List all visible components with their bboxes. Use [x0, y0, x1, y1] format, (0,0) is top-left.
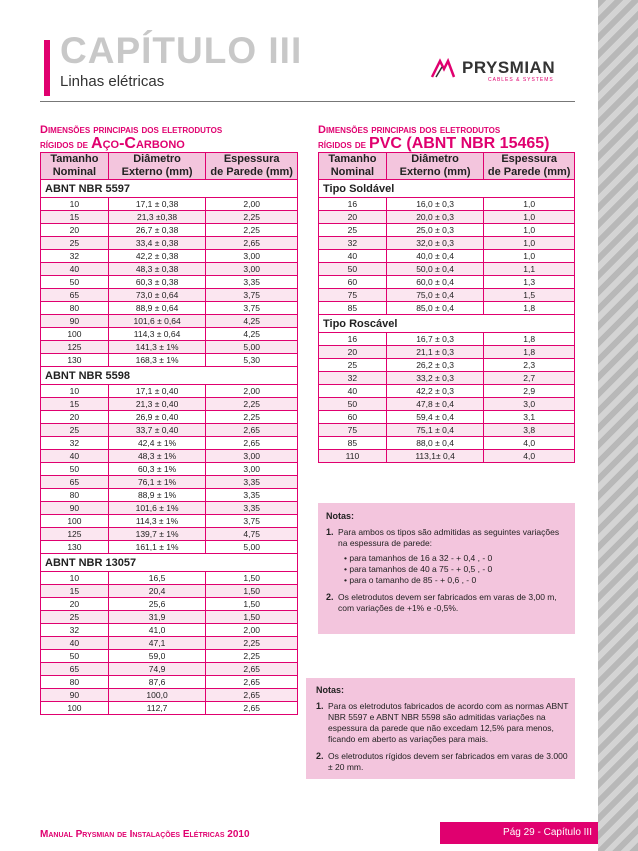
pvc-header-0: Tamanho Nominal — [319, 153, 387, 180]
table-cell: 60 — [319, 411, 387, 424]
table-cell: 16 — [319, 198, 387, 211]
table-row — [41, 276, 298, 289]
table-cell: 90 — [41, 315, 109, 328]
table-cell: 1,50 — [206, 598, 298, 611]
table-cell: 2,65 — [206, 424, 298, 437]
table-cell: 1,0 — [484, 237, 575, 250]
table-cell: 26,7 ± 0,38 — [108, 224, 206, 237]
table-row — [41, 198, 298, 211]
table-row — [41, 302, 298, 315]
table-cell: 125 — [41, 341, 109, 354]
table-cell: 2,25 — [206, 637, 298, 650]
table-row — [41, 598, 298, 611]
table-cell: 4,75 — [206, 528, 298, 541]
table-cell: 59,0 — [108, 650, 206, 663]
table-cell: 1,8 — [484, 346, 575, 359]
table-cell: 48,3 ± 1% — [108, 450, 206, 463]
table-cell: 101,6 ± 0,64 — [108, 315, 206, 328]
table-cell: 20 — [41, 224, 109, 237]
pvc-group-title: Tipo Roscável — [319, 315, 575, 333]
table-row — [41, 476, 298, 489]
table-cell: 3,00 — [206, 450, 298, 463]
table-cell: 25 — [319, 359, 387, 372]
table-cell: 50 — [41, 463, 109, 476]
table-cell: 41,0 — [108, 624, 206, 637]
table-cell: 76,1 ± 1% — [108, 476, 206, 489]
table-cell: 3,35 — [206, 489, 298, 502]
table-row — [41, 624, 298, 637]
table-cell: 15 — [41, 211, 109, 224]
table-cell: 100,0 — [108, 689, 206, 702]
table-cell: 25 — [319, 224, 387, 237]
table-cell: 75 — [319, 424, 387, 437]
table-row — [319, 437, 575, 450]
brand-tagline: CABLES & SYSTEMS — [488, 77, 554, 83]
table-row — [319, 302, 575, 315]
table-cell: 3,8 — [484, 424, 575, 437]
table-cell: 5,00 — [206, 541, 298, 554]
table-cell: 1,0 — [484, 198, 575, 211]
table-cell: 33,2 ± 0,3 — [386, 372, 484, 385]
table-cell: 15 — [41, 398, 109, 411]
table-cell: 1,0 — [484, 211, 575, 224]
table-cell: 16,5 — [108, 572, 206, 585]
table-cell: 2,65 — [206, 437, 298, 450]
table-cell: 42,2 ± 0,3 — [386, 385, 484, 398]
steel-note-2: 2. Os eletrodutos rígidos devem ser fabricados em varas de 3.000 ± 20 mm. — [316, 751, 568, 772]
table-row — [319, 333, 575, 346]
table-cell: 3,35 — [206, 476, 298, 489]
table-cell: 139,7 ± 1% — [108, 528, 206, 541]
table-cell: 40 — [319, 385, 387, 398]
table-cell: 50 — [41, 650, 109, 663]
table-cell: 88,9 ± 0,64 — [108, 302, 206, 315]
table-cell: 42,2 ± 0,38 — [108, 250, 206, 263]
table-cell: 112,7 — [108, 702, 206, 715]
table-row — [41, 411, 298, 424]
table-cell: 2,65 — [206, 702, 298, 715]
footer-manual-title: Manual Prysmian de Instalações Elétricas 2010 — [40, 829, 250, 840]
table-cell: 17,1 ± 0,40 — [108, 385, 206, 398]
table-cell: 1,8 — [484, 333, 575, 346]
table-cell: 40 — [41, 450, 109, 463]
table-cell: 4,0 — [484, 450, 575, 463]
table-row — [41, 224, 298, 237]
table-cell: 15 — [41, 585, 109, 598]
table-cell: 48,3 ± 0,38 — [108, 263, 206, 276]
pvc-note-2: 2. Os eletrodutos devem ser fabricados em varas de 3,00 m, com variações de +1% e -0,5%. — [326, 592, 569, 614]
steel-group-title: ABNT NBR 5597 — [41, 180, 298, 198]
table-cell: 32 — [41, 437, 109, 450]
table-row — [319, 250, 575, 263]
table-row — [41, 702, 298, 715]
table-row — [41, 637, 298, 650]
table-cell: 31,9 — [108, 611, 206, 624]
table-row — [41, 341, 298, 354]
table-cell: 125 — [41, 528, 109, 541]
steel-notes-title: Notas: — [316, 685, 345, 695]
table-cell: 25 — [41, 611, 109, 624]
steel-header-2: Espessura de Parede (mm) — [206, 153, 298, 180]
table-cell: 90 — [41, 502, 109, 515]
table-cell: 32,0 ± 0,3 — [386, 237, 484, 250]
steel-title-line1: Dimensões principais dos eletrodutos — [40, 124, 223, 136]
table-cell: 1,0 — [484, 250, 575, 263]
pvc-note-2-text: Os eletrodutos devem ser fabricados em varas de 3,00 m, com variações de +1% e -0,5%. — [338, 592, 557, 613]
table-cell: 3,35 — [206, 502, 298, 515]
pvc-notes-title: Notas: — [326, 511, 355, 521]
table-cell: 20 — [319, 211, 387, 224]
table-cell: 60,3 ± 0,38 — [108, 276, 206, 289]
table-cell: 40 — [319, 250, 387, 263]
table-cell: 1,8 — [484, 302, 575, 315]
table-cell: 141,3 ± 1% — [108, 341, 206, 354]
table-cell: 21,1 ± 0,3 — [386, 346, 484, 359]
pvc-note-1-text: Para ambos os tipos são admitidas as seguintes variações na espessura de parede: — [338, 527, 560, 548]
table-cell: 88,0 ± 0,4 — [386, 437, 484, 450]
pvc-header-1: Diâmetro Externo (mm) — [386, 153, 484, 180]
table-cell: 2,00 — [206, 624, 298, 637]
chapter-subtitle: Linhas elétricas — [60, 73, 165, 90]
table-cell: 4,25 — [206, 315, 298, 328]
chapter-title: CAPÍTULO III — [60, 30, 303, 71]
table-row — [41, 354, 298, 367]
table-cell: 2,7 — [484, 372, 575, 385]
table-row — [319, 263, 575, 276]
table-cell: 80 — [41, 676, 109, 689]
table-cell: 50,0 ± 0,4 — [386, 263, 484, 276]
prysmian-logo-icon — [430, 57, 456, 79]
table-row — [41, 572, 298, 585]
table-cell: 25,6 — [108, 598, 206, 611]
table-cell: 85 — [319, 437, 387, 450]
table-row — [319, 289, 575, 302]
table-cell: 90 — [41, 689, 109, 702]
steel-note-2-text: Os eletrodutos rígidos devem ser fabricados em varas de 3.000 ± 20 mm. — [328, 751, 568, 772]
table-row — [41, 250, 298, 263]
table-cell: 60,3 ± 1% — [108, 463, 206, 476]
table-row — [319, 450, 575, 463]
table-cell: 65 — [41, 663, 109, 676]
table-cell: 2,25 — [206, 398, 298, 411]
table-cell: 20,4 — [108, 585, 206, 598]
table-cell: 3,75 — [206, 289, 298, 302]
table-cell: 60,0 ± 0,4 — [386, 276, 484, 289]
table-cell: 73,0 ± 0,64 — [108, 289, 206, 302]
table-cell: 2,3 — [484, 359, 575, 372]
table-cell: 32 — [41, 250, 109, 263]
table-cell: 3,0 — [484, 398, 575, 411]
table-row — [41, 528, 298, 541]
table-cell: 88,9 ± 1% — [108, 489, 206, 502]
table-cell: 1,1 — [484, 263, 575, 276]
table-cell: 75,1 ± 0,4 — [386, 424, 484, 437]
table-cell: 74,9 — [108, 663, 206, 676]
footer-page-number: Pág 29 - Capítulo III — [440, 822, 598, 844]
pvc-conduit-table — [318, 152, 575, 463]
table-row — [319, 237, 575, 250]
table-cell: 25,0 ± 0,3 — [386, 224, 484, 237]
table-cell: 101,6 ± 1% — [108, 502, 206, 515]
table-cell: 80 — [41, 489, 109, 502]
table-cell: 1,50 — [206, 585, 298, 598]
table-cell: 42,4 ± 1% — [108, 437, 206, 450]
table-row — [319, 424, 575, 437]
table-row — [41, 663, 298, 676]
table-cell: 10 — [41, 572, 109, 585]
table-cell: 47,1 — [108, 637, 206, 650]
steel-group-title: ABNT NBR 13057 — [41, 554, 298, 572]
steel-section-title — [40, 124, 222, 152]
table-cell: 50 — [319, 398, 387, 411]
table-cell: 100 — [41, 515, 109, 528]
table-cell: 2,00 — [206, 385, 298, 398]
table-row — [319, 224, 575, 237]
table-row — [319, 276, 575, 289]
table-row — [41, 463, 298, 476]
table-cell: 3,35 — [206, 276, 298, 289]
table-cell: 2,25 — [206, 650, 298, 663]
pvc-note-bullet-3: • para o tamanho de 85 - + 0,6 , - 0 — [344, 575, 477, 585]
table-row — [319, 398, 575, 411]
table-cell: 110 — [319, 450, 387, 463]
table-cell: 20 — [41, 411, 109, 424]
table-row — [41, 689, 298, 702]
table-row — [41, 263, 298, 276]
table-cell: 2,25 — [206, 411, 298, 424]
table-cell: 100 — [41, 328, 109, 341]
steel-group-title: ABNT NBR 5598 — [41, 367, 298, 385]
steel-title-prefix: rígidos de — [40, 139, 92, 151]
table-row — [41, 585, 298, 598]
table-cell: 1,5 — [484, 289, 575, 302]
decorative-stripe — [598, 0, 638, 851]
pvc-note-bullet-1: • para tamanhos de 16 a 32 - + 0,4 , - 0 — [344, 553, 493, 563]
table-cell: 50 — [41, 276, 109, 289]
table-cell: 3,75 — [206, 515, 298, 528]
table-row — [41, 502, 298, 515]
table-cell: 114,3 ± 1% — [108, 515, 206, 528]
table-cell: 2,65 — [206, 663, 298, 676]
table-row — [41, 515, 298, 528]
table-row — [41, 328, 298, 341]
table-cell: 32 — [319, 372, 387, 385]
table-cell: 3,00 — [206, 250, 298, 263]
table-row — [41, 650, 298, 663]
table-row — [41, 437, 298, 450]
pvc-section-title — [318, 124, 550, 152]
table-cell: 40 — [41, 263, 109, 276]
table-cell: 1,50 — [206, 611, 298, 624]
steel-header-1: Diâmetro Externo (mm) — [108, 153, 206, 180]
table-cell: 3,00 — [206, 463, 298, 476]
table-cell: 2,25 — [206, 211, 298, 224]
table-cell: 130 — [41, 541, 109, 554]
steel-conduit-table — [40, 152, 298, 715]
table-cell: 168,3 ± 1% — [108, 354, 206, 367]
table-cell: 65 — [41, 289, 109, 302]
table-cell: 2,65 — [206, 689, 298, 702]
table-cell: 2,9 — [484, 385, 575, 398]
table-row — [319, 359, 575, 372]
table-cell: 2,25 — [206, 224, 298, 237]
table-row — [319, 211, 575, 224]
steel-header-0: Tamanho Nominal — [41, 153, 109, 180]
pvc-note-1: 1. Para ambos os tipos são admitidas as seguintes variações na espessura de parede: • para tamanhos de 16 a 32 - + 0,4 , - 0 • para tamanhos de 40 a 75 - + 0,5 , - 0 • para o tamanho de 85 - + 0,6 , - 0 — [326, 527, 569, 586]
table-cell: 26,9 ± 0,40 — [108, 411, 206, 424]
table-cell: 4,25 — [206, 328, 298, 341]
table-row — [41, 237, 298, 250]
table-cell: 75 — [319, 289, 387, 302]
chapter-accent-bar — [44, 40, 50, 96]
table-cell: 85 — [319, 302, 387, 315]
table-cell: 1,50 — [206, 572, 298, 585]
table-cell: 10 — [41, 198, 109, 211]
table-row — [41, 611, 298, 624]
table-cell: 40 — [41, 637, 109, 650]
table-cell: 17,1 ± 0,38 — [108, 198, 206, 211]
table-cell: 60 — [319, 276, 387, 289]
table-cell: 113,1± 0,4 — [386, 450, 484, 463]
table-cell: 32 — [41, 624, 109, 637]
table-cell: 161,1 ± 1% — [108, 541, 206, 554]
pvc-group-title: Tipo Soldável — [319, 180, 575, 198]
steel-notes — [306, 678, 575, 779]
steel-title-material: Aço-Carbono — [91, 135, 185, 152]
table-cell: 3,75 — [206, 302, 298, 315]
table-row — [41, 211, 298, 224]
pvc-title-material: PVC (ABNT NBR 15465) — [369, 135, 550, 152]
pvc-notes — [318, 503, 575, 634]
table-cell: 21,3 ±0,38 — [108, 211, 206, 224]
table-row — [319, 346, 575, 359]
table-row — [319, 372, 575, 385]
table-cell: 25 — [41, 424, 109, 437]
table-cell: 87,6 — [108, 676, 206, 689]
table-row — [319, 198, 575, 211]
pvc-title-prefix: rígidos de — [318, 139, 370, 151]
table-row — [41, 385, 298, 398]
table-row — [41, 424, 298, 437]
pvc-header-2: Espessura de Parede (mm) — [484, 153, 575, 180]
steel-note-1: 1. Para os eletrodutos fabricados de acordo com as normas ABNT NBR 5597 e ABNT NBR 5598 são admitidas variações na espessura da parede que não excedam 12,5% para menos, ficando em aberto as variações para mais. — [316, 701, 569, 744]
table-cell: 3,00 — [206, 263, 298, 276]
table-cell: 47,8 ± 0,4 — [386, 398, 484, 411]
table-cell: 5,00 — [206, 341, 298, 354]
table-row — [41, 676, 298, 689]
table-cell: 20 — [319, 346, 387, 359]
table-cell: 2,65 — [206, 676, 298, 689]
table-cell: 130 — [41, 354, 109, 367]
pvc-note-bullet-2: • para tamanhos de 40 a 75 - + 0,5 , - 0 — [344, 564, 493, 574]
table-cell: 33,7 ± 0,40 — [108, 424, 206, 437]
table-row — [319, 411, 575, 424]
pvc-title-line1: Dimensões principais dos eletrodutos — [318, 124, 501, 136]
table-cell: 26,2 ± 0,3 — [386, 359, 484, 372]
table-cell: 1,3 — [484, 276, 575, 289]
table-row — [41, 315, 298, 328]
table-cell: 16,0 ± 0,3 — [386, 198, 484, 211]
steel-note-1-text: Para os eletrodutos fabricados de acordo com as normas ABNT NBR 5597 e ABNT NBR 5598 são admitidas variações na espessura da parede que não excedam 12,5% para menos, ficando em aberto as variações para mais. — [328, 701, 569, 744]
table-cell: 16 — [319, 333, 387, 346]
table-cell: 2,65 — [206, 237, 298, 250]
table-row — [41, 489, 298, 502]
table-cell: 2,00 — [206, 198, 298, 211]
table-cell: 59,4 ± 0,4 — [386, 411, 484, 424]
table-row — [41, 541, 298, 554]
brand-logo — [430, 55, 580, 85]
table-row — [41, 289, 298, 302]
table-cell: 75,0 ± 0,4 — [386, 289, 484, 302]
table-cell: 21,3 ± 0,40 — [108, 398, 206, 411]
table-cell: 20,0 ± 0,3 — [386, 211, 484, 224]
brand-name: PRYSMIAN — [462, 58, 556, 77]
table-cell: 16,7 ± 0,3 — [386, 333, 484, 346]
table-row — [41, 398, 298, 411]
table-cell: 4,0 — [484, 437, 575, 450]
table-cell: 32 — [319, 237, 387, 250]
table-row — [319, 385, 575, 398]
table-cell: 33,4 ± 0,38 — [108, 237, 206, 250]
table-cell: 20 — [41, 598, 109, 611]
table-cell: 25 — [41, 237, 109, 250]
table-row — [41, 450, 298, 463]
table-cell: 85,0 ± 0,4 — [386, 302, 484, 315]
table-cell: 114,3 ± 0,64 — [108, 328, 206, 341]
table-cell: 3,1 — [484, 411, 575, 424]
table-cell: 100 — [41, 702, 109, 715]
table-cell: 80 — [41, 302, 109, 315]
table-cell: 10 — [41, 385, 109, 398]
table-cell: 1,0 — [484, 224, 575, 237]
table-cell: 5,30 — [206, 354, 298, 367]
header-rule — [40, 101, 575, 102]
table-cell: 50 — [319, 263, 387, 276]
table-cell: 40,0 ± 0,4 — [386, 250, 484, 263]
table-cell: 65 — [41, 476, 109, 489]
